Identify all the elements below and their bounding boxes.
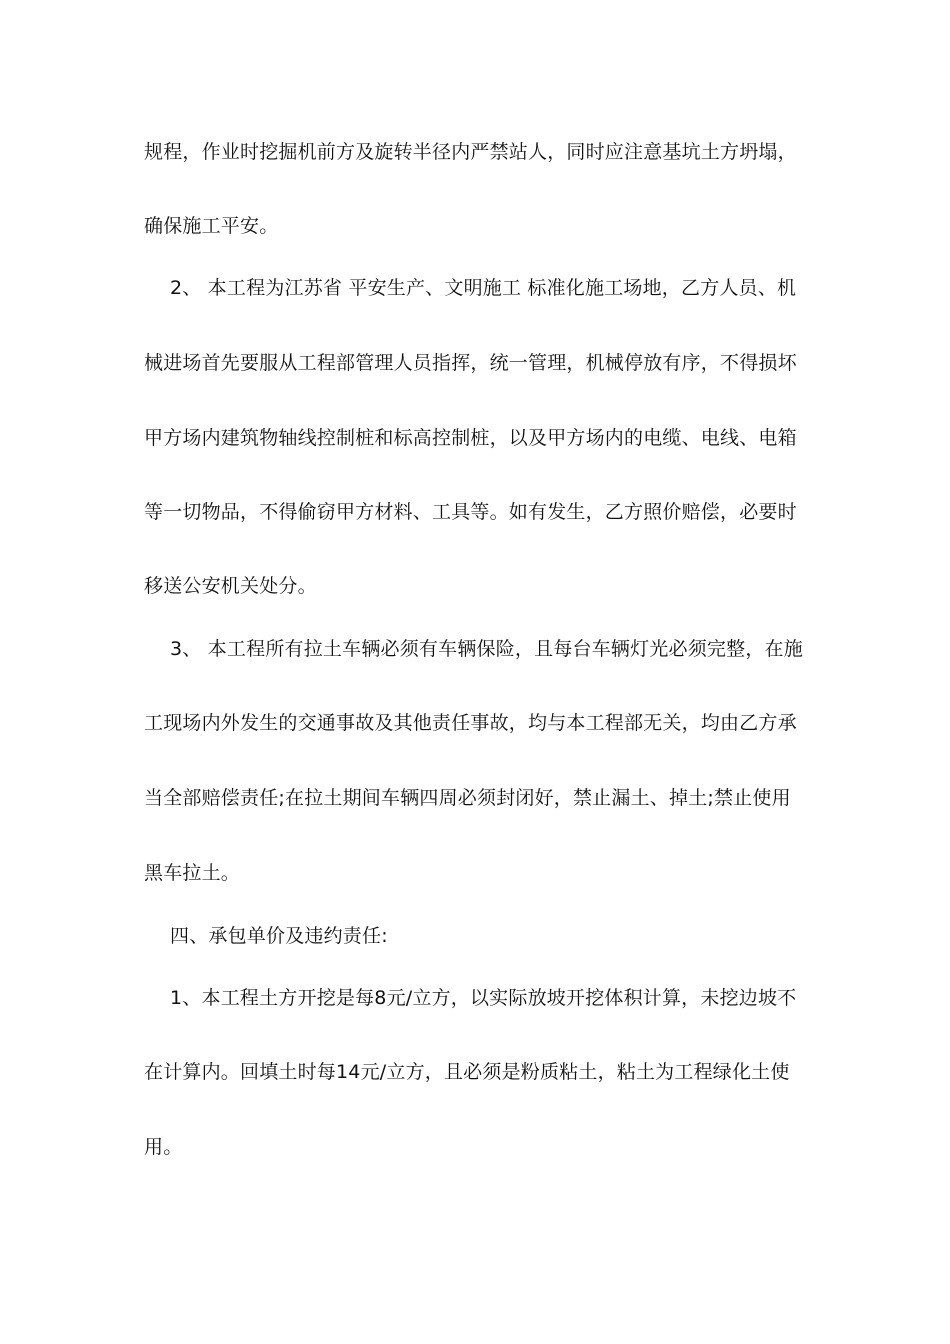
text-line: 用。 <box>144 1136 183 1158</box>
section-heading: 四、承包单价及违约责任: <box>170 925 388 947</box>
text-line: 移送公安机关处分。 <box>144 575 317 597</box>
text-line: 工现场内外发生的交通事故及其他责任事故，均与本工程部无关，均由乙方承 <box>144 712 797 734</box>
text-line: 械进场首先要服从工程部管理人员指挥，统一管理，机械停放有序，不得损坏 <box>144 352 797 374</box>
text-line: 等一切物品，不得偷窃甲方材料、工具等。如有发生，乙方照价赔偿，必要时 <box>144 501 797 523</box>
text-line: 3、 本工程所有拉土车辆必须有车辆保险，且每台车辆灯光必须完整，在施 <box>170 638 803 660</box>
text-line: 1、本工程土方开挖是每8元/立方，以实际放坡开挖体积计算，未挖边坡不 <box>170 987 797 1009</box>
text-line: 规程，作业时挖掘机前方及旋转半径内严禁站人，同时应注意基坑土方坍塌， <box>144 141 797 163</box>
text-line: 确保施工平安。 <box>144 215 279 237</box>
text-line: 黑车拉土。 <box>144 862 241 884</box>
text-line: 2、 本工程为江苏省 平安生产、文明施工 标准化施工场地，乙方人员、机 <box>170 277 797 299</box>
text-line: 甲方场内建筑物轴线控制桩和标高控制桩，以及甲方场内的电缆、电线、电箱 <box>144 427 797 449</box>
text-line: 在计算内。回填土时每14元/立方，且必须是粉质粘土，粘土为工程绿化土使 <box>144 1061 790 1083</box>
text-line: 当全部赔偿责任;在拉土期间车辆四周必须封闭好，禁止漏土、掉土;禁止使用 <box>144 787 791 809</box>
